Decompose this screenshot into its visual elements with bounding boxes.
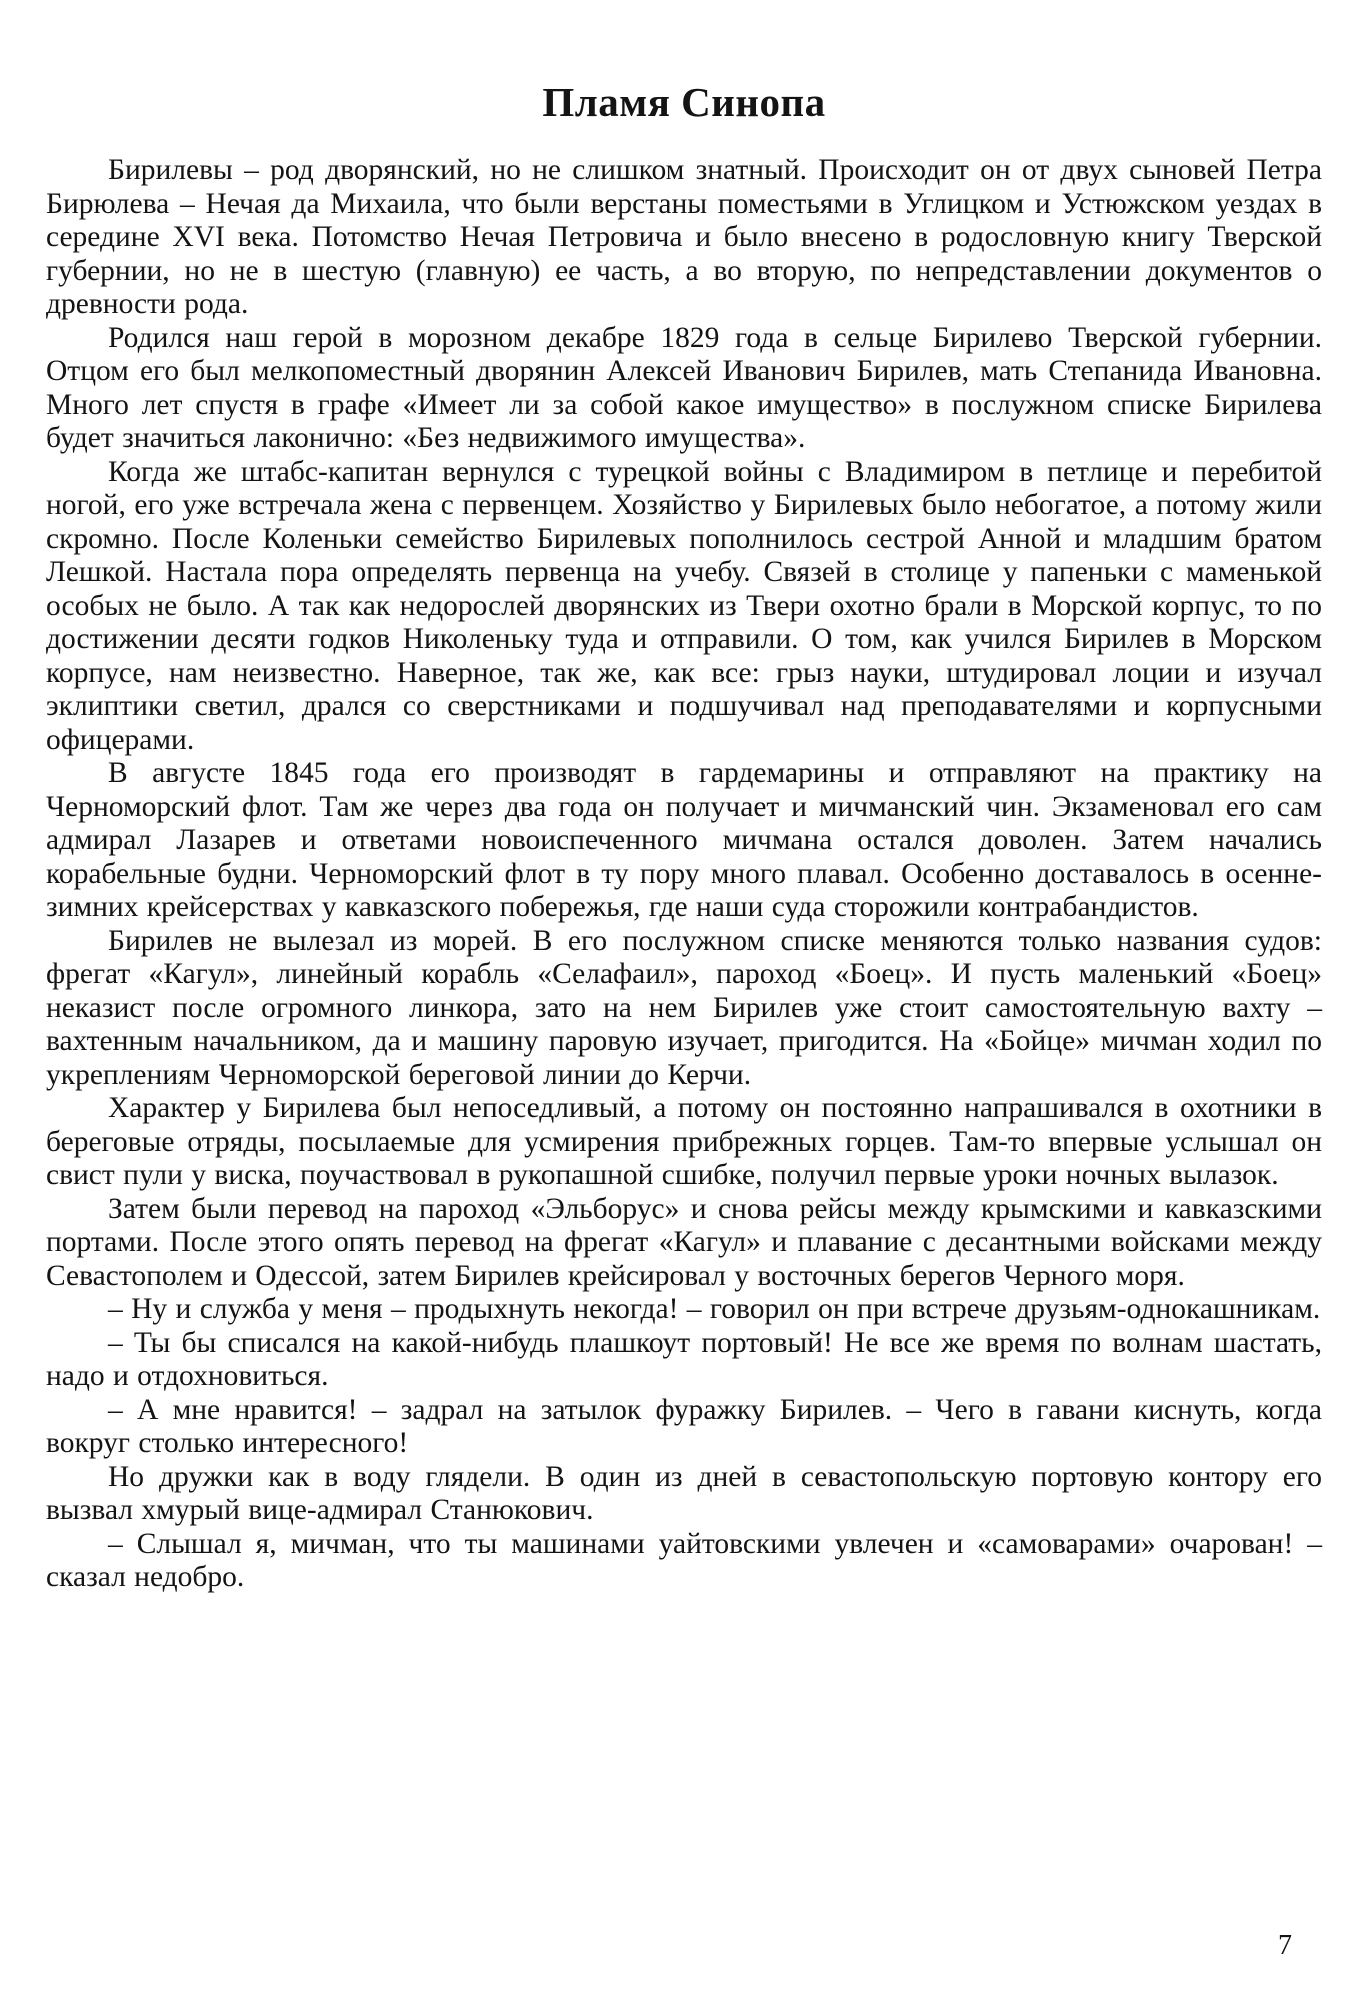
paragraph: – А мне нравится! – задрал на затылок фуражку Бирилев. – Чего в гавани киснуть, когда вокруг столько интересного! [46,1393,1322,1459]
body-text [46,154,1322,1595]
paragraph: Родился наш герой в морозном декабре 1829 года в сельце Бирилево Тверской губернии. Отцом его был мелкопоместный дворянин Алексей Иванович Бирилев, мать Степанида Ивановна. Много лет спустя в графе «Имеет ли за собой какое имущество» в послужном списке Бирилева будет значиться лаконично: «Без недвижимого имущества». [46,321,1322,454]
paragraph: Бирилев не вылезал из морей. В его послужном списке меняются только названия судов: фрегат «Кагул», линейный корабль «Селафаил», пароход «Боец». И пусть маленький «Боец» неказист после огромного линкора, зато на нем Бирилев уже стоит самостоятельную вахту – вахтенным начальником, да и машину паровую изучает, пригодится. На «Бойце» мичман ходил по укреплениям Черноморской береговой линии до Керчи. [46,924,1322,1091]
paragraph: В августе 1845 года его производят в гардемарины и отправляют на практику на Черноморский флот. Там же через два года он получает и мичманский чин. Экзаменовал его сам адмирал Лазарев и ответами новоиспеченного мичмана остался доволен. Затем начались корабельные будни. Черноморский флот в ту пору много плавал. Особенно доставалось в осенне-зимних крейсерствах у кавказского побережья, где наши суда сторожили контрабандистов. [46,757,1322,923]
paragraph: Характер у Бирилева был непоседливый, а потому он постоянно напрашивался в охотники в береговые отряды, посылаемые для усмирения прибрежных горцев. Там-то впервые услышал он свист пули у виска, поучаствовал в рукопашной сшибке, получил первые уроки ночных вылазок. [46,1092,1322,1191]
paragraph: – Ну и служба у меня – продыхнуть некогда! – говорил он при встрече друзьям-однокашникам. [108,1293,1321,1325]
paragraph: Затем были перевод на пароход «Эльборус» и снова рейсы между крымскими и кавказскими портами. После этого опять перевод на фрегат «Кагул» и плавание с десантными войсками между Севастополем и Одессой, затем Бирилев крейсировал у восточных берегов Черного моря. [46,1192,1322,1292]
page-title: Пламя Синопа [542,79,826,125]
paragraph: Когда же штабс-капитан вернулся с турецкой войны с Владимиром в петлице и перебитой ногой, его уже встречала жена с первенцем. Хозяйство у Бирилевых было небогатое, а потому жили скромно. После Коленьки семейство Бирилевых пополнилось сестрой Анной и младшим братом Лешкой. Настала пора определять первенца на учебу. Связей в столице у папеньки с маменькой особых не было. А так как недорослей дворянских из Твери охотно брали в Морской корпус, то по достижении десяти годков Николеньку туда и отправили. О том, как учился Бирилев в Морском корпусе, нам неизвестно. Наверное, так же, как все: грыз науки, штудировал лоции и изучал эклиптики светил, дрался со сверстниками и подшучивал над преподавателями и корпусными офицерами. [46,455,1322,756]
page-content [46,78,1322,1595]
page-number: 7 [1278,1930,1292,1961]
paragraph: Бирилевы – род дворянский, но не слишком знатный. Происходит он от двух сыновей Петра Бирюлева – Нечая да Михаила, что были верстаны поместьями в Углицком и Устюжском уездах в середине XVI века. Потомство Нечая Петровича и было внесено в родословную книгу Тверской губернии, но не в шестую (главную) ее часть, а во вторую, по непредставлении документов о древности рода. [46,154,1322,320]
paragraph: – Слышал я, мичман, что ты машинами уайтовскими увлечен и «самоварами» очарован! – сказал недобро. [46,1527,1322,1593]
paragraph: – Ты бы списался на какой-нибудь плашкоут портовый! Не все же время по волнам шастать, надо и отдохновиться. [46,1326,1322,1392]
paragraph: Но дружки как в воду глядели. В один из дней в севастопольскую портовую контору его вызвал хмурый вице-адмирал Станюкович. [46,1460,1322,1526]
